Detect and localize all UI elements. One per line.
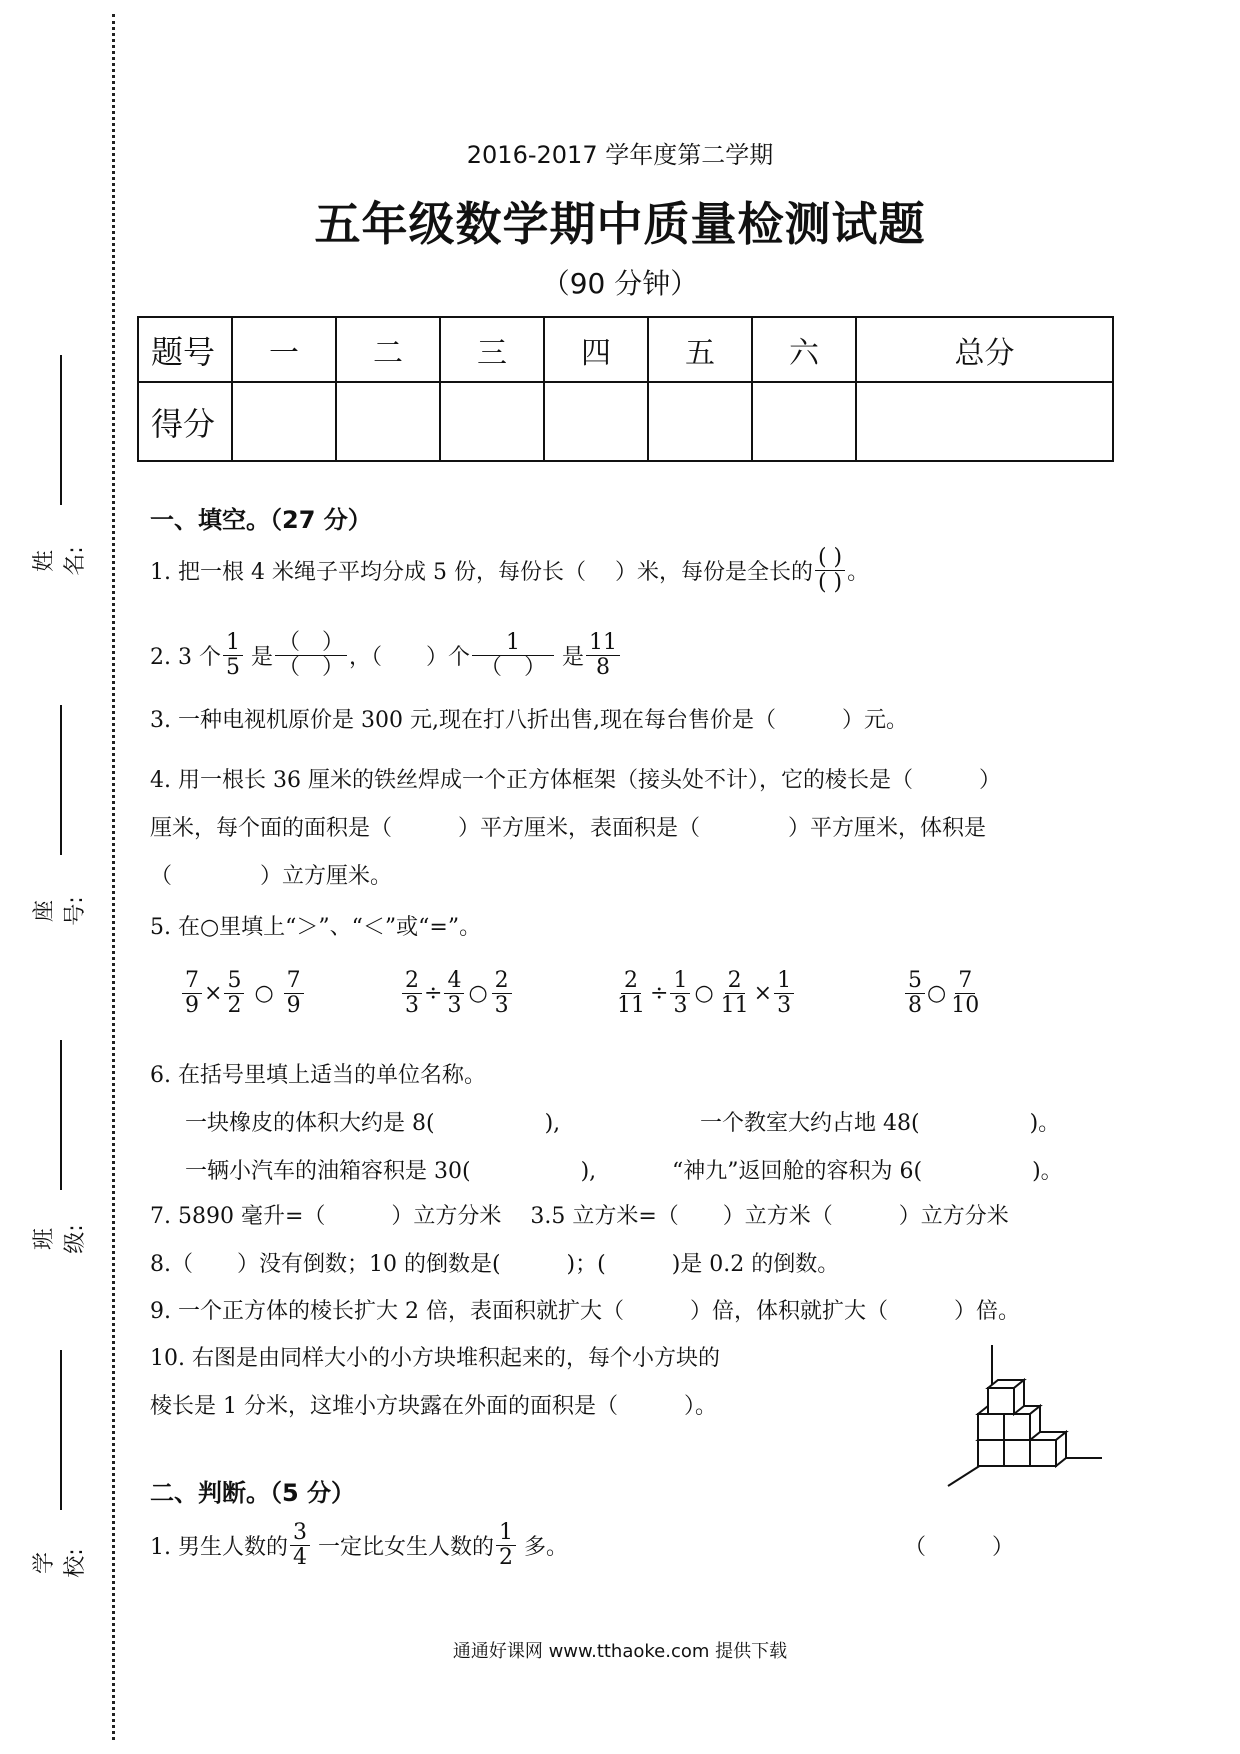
fraction bbox=[614, 969, 648, 1016]
fraction-denominator: 9 bbox=[185, 992, 199, 1018]
question-1-10-line-1: 10. 右图是由同样大小的小方块堆积起来的，每个小方块的 bbox=[150, 1346, 720, 1371]
cube bbox=[988, 1388, 1014, 1414]
fraction-denominator: （ ） bbox=[278, 654, 345, 680]
column-header: 三 bbox=[440, 317, 544, 382]
fraction-denominator: 3 bbox=[494, 992, 509, 1018]
compare-item-4 bbox=[903, 958, 984, 1028]
page-footer: 通通好课网 www.tthaoke.com 提供下载 bbox=[452, 1641, 788, 1662]
q2-part-d: 是 bbox=[562, 644, 585, 670]
fraction-denominator: 3 bbox=[447, 992, 462, 1018]
fraction-denominator: 4 bbox=[292, 1544, 307, 1570]
fraction bbox=[718, 969, 752, 1016]
school-underline bbox=[60, 1350, 62, 1510]
fraction-denominator: 9 bbox=[286, 992, 301, 1018]
fraction bbox=[290, 1521, 310, 1568]
fraction-denominator: 5 bbox=[225, 654, 240, 680]
fraction-denominator: 2 bbox=[227, 992, 242, 1018]
question-1-4-line-2: 厘米，每个面的面积是（ ）平方厘米，表面积是（ ）平方厘米，体积是 bbox=[150, 816, 987, 841]
fraction-numerator: 7 bbox=[182, 969, 202, 993]
column-header: 五 bbox=[648, 317, 752, 382]
fraction-denominator: 11 bbox=[720, 992, 749, 1018]
score-cell[interactable] bbox=[752, 382, 856, 461]
question-1-1 bbox=[150, 540, 869, 600]
q1-text: 1. 把一根 4 米绳子平均分成 5 份，每份长（ ）米，每份是全长的 bbox=[150, 559, 813, 585]
cube bbox=[1004, 1440, 1030, 1466]
exam-term: 2016-2017 学年度第二学期 bbox=[466, 141, 774, 169]
q1-end: 。 bbox=[847, 559, 870, 585]
fraction-numerator: 2 bbox=[725, 969, 745, 993]
question-1-6-d: “神九”返回舱的容积为 6( )。 bbox=[672, 1159, 1063, 1184]
score-cell[interactable] bbox=[440, 382, 544, 461]
question-number-header: 题号 bbox=[138, 317, 232, 382]
fraction bbox=[905, 969, 925, 1016]
fraction-numerator: 7 bbox=[955, 969, 975, 993]
q2-fraction-4 bbox=[586, 631, 620, 678]
operator: ÷ bbox=[424, 980, 443, 1006]
fraction-numerator: 1 bbox=[774, 969, 794, 993]
class-label: 班级: bbox=[32, 1224, 88, 1254]
question-1-5: 5. 在○里填上“＞”、“＜”或“=”。 bbox=[150, 915, 482, 940]
fraction-numerator: 2 bbox=[621, 969, 641, 993]
seat-label: 座号: bbox=[32, 896, 88, 926]
compare-item-1 bbox=[180, 958, 306, 1028]
cube bbox=[1004, 1414, 1030, 1440]
question-1-10-line-2: 棱长是 1 分米，这堆小方块露在外面的面积是（ ）。 bbox=[150, 1394, 717, 1419]
score-cell[interactable] bbox=[232, 382, 336, 461]
fraction-numerator: 1 bbox=[670, 969, 690, 993]
operator: × bbox=[753, 980, 773, 1006]
question-1-2 bbox=[150, 625, 622, 685]
q2-part-a: 2. 3 个 bbox=[150, 644, 221, 670]
score-cell[interactable] bbox=[544, 382, 648, 461]
fraction bbox=[948, 969, 982, 1016]
section-1-heading: 一、填空。（27 分） bbox=[150, 506, 372, 534]
question-1-3: 3. 一种电视机原价是 300 元,现在打八折出售,现在每台售价是（ ）元。 bbox=[150, 708, 908, 733]
fraction bbox=[224, 969, 244, 1016]
fraction bbox=[182, 969, 202, 1016]
j1-part-a: 1. 男生人数的 bbox=[150, 1534, 288, 1560]
j1-part-c: 多。 bbox=[524, 1534, 569, 1560]
school-label: 学校: bbox=[32, 1548, 88, 1578]
question-1-6-b: 一个教室大约占地 48( )。 bbox=[700, 1111, 1061, 1136]
score-table bbox=[137, 316, 1114, 462]
fraction bbox=[670, 969, 690, 1016]
fraction-numerator: 11 bbox=[586, 631, 620, 655]
score-cell[interactable] bbox=[336, 382, 440, 461]
name-label: 姓名: bbox=[32, 546, 88, 576]
fraction bbox=[284, 969, 304, 1016]
compare-circle[interactable]: ○ bbox=[694, 980, 714, 1006]
exam-duration: （90 分钟） bbox=[541, 267, 699, 300]
cube bbox=[978, 1440, 1004, 1466]
compare-circle[interactable]: ○ bbox=[927, 980, 947, 1006]
fraction-numerator: 2 bbox=[402, 969, 422, 993]
fraction-denominator: 10 bbox=[951, 992, 980, 1018]
fraction bbox=[492, 969, 512, 1016]
fraction-denominator: 8 bbox=[908, 992, 922, 1018]
fraction-denominator: ( ) bbox=[817, 569, 843, 595]
cube bbox=[978, 1414, 1004, 1440]
q2-fraction-1 bbox=[223, 631, 243, 678]
question-1-7: 7. 5890 毫升=（ ）立方分米 3.5 立方米=（ ）立方米（ ）立方分米 bbox=[150, 1204, 1009, 1229]
column-header: 一 bbox=[232, 317, 336, 382]
compare-item-2 bbox=[400, 958, 514, 1028]
score-cell[interactable] bbox=[648, 382, 752, 461]
question-1-6-a: 一块橡皮的体积大约是 8( ), bbox=[185, 1111, 561, 1136]
compare-circle[interactable]: ○ bbox=[468, 980, 488, 1006]
fraction-numerator: 1 bbox=[223, 631, 243, 655]
fraction-denominator: 3 bbox=[777, 992, 792, 1018]
exam-title: 五年级数学期中质量检测试题 bbox=[314, 197, 926, 251]
fraction-denominator: 3 bbox=[673, 992, 688, 1018]
compare-item-3 bbox=[612, 958, 796, 1028]
column-header: 四 bbox=[544, 317, 648, 382]
q2-fraction-2 bbox=[275, 631, 347, 678]
question-1-4-line-3: （ ）立方厘米。 bbox=[150, 864, 393, 889]
q1-fraction bbox=[815, 546, 845, 593]
fraction-numerator: 1 bbox=[472, 631, 554, 655]
q2-part-c: ，（ ）个 bbox=[349, 644, 471, 670]
fraction-numerator: 3 bbox=[290, 1521, 310, 1545]
q2-part-b: 是 bbox=[250, 644, 273, 670]
score-row-header: 得分 bbox=[138, 382, 232, 461]
fraction-numerator: 5 bbox=[905, 969, 925, 993]
fraction-numerator: ( ) bbox=[815, 546, 845, 570]
stacked-cubes-figure bbox=[940, 1340, 1110, 1490]
question-1-6: 6. 在括号里填上适当的单位名称。 bbox=[150, 1063, 486, 1088]
operator: × bbox=[204, 980, 223, 1006]
question-1-6-c: 一辆小汽车的油箱容积是 30( ), bbox=[185, 1159, 597, 1184]
fraction-numerator: 5 bbox=[224, 969, 244, 993]
fraction-denominator: 2 bbox=[499, 1544, 513, 1570]
fraction-denominator: 8 bbox=[596, 654, 611, 680]
fraction bbox=[444, 969, 464, 1016]
column-header: 六 bbox=[752, 317, 856, 382]
name-underline bbox=[60, 355, 62, 505]
fraction-numerator: 1 bbox=[496, 1521, 516, 1545]
question-1-8: 8.（ ）没有倒数；10 的倒数是( )；( )是 0.2 的倒数。 bbox=[150, 1252, 840, 1277]
total-score-cell[interactable] bbox=[856, 382, 1113, 461]
fraction-numerator: 4 bbox=[444, 969, 464, 993]
q2-fraction-3 bbox=[472, 631, 554, 678]
compare-circle[interactable]: ○ bbox=[254, 980, 274, 1006]
fraction-numerator: 7 bbox=[284, 969, 304, 993]
fraction bbox=[402, 969, 422, 1016]
judgment-answer-blank[interactable]: （ ） bbox=[904, 1535, 1015, 1560]
fraction-denominator: 11 bbox=[617, 992, 645, 1018]
fraction-numerator: 2 bbox=[492, 969, 512, 993]
total-header: 总分 bbox=[856, 317, 1113, 382]
question-1-9: 9. 一个正方体的棱长扩大 2 倍，表面积就扩大（ ）倍，体积就扩大（ ）倍。 bbox=[150, 1299, 1020, 1324]
fraction-denominator: （ ） bbox=[480, 654, 547, 680]
j1-part-b: 一定比女生人数的 bbox=[317, 1534, 494, 1560]
cube bbox=[1030, 1440, 1056, 1466]
fraction bbox=[774, 969, 794, 1016]
section-2-heading: 二、判断。（5 分） bbox=[150, 1479, 356, 1507]
operator: ÷ bbox=[650, 980, 669, 1006]
judgment-question-1 bbox=[150, 1510, 568, 1580]
class-underline bbox=[60, 1040, 62, 1190]
seat-underline bbox=[60, 705, 62, 855]
column-header: 二 bbox=[336, 317, 440, 382]
fraction bbox=[496, 1521, 516, 1568]
fraction-numerator: （ ） bbox=[275, 631, 347, 655]
question-1-4-line-1: 4. 用一根长 36 厘米的铁丝焊成一个正方体框架（接头处不计），它的棱长是（ ） bbox=[150, 768, 1001, 793]
fraction-denominator: 3 bbox=[405, 992, 419, 1018]
